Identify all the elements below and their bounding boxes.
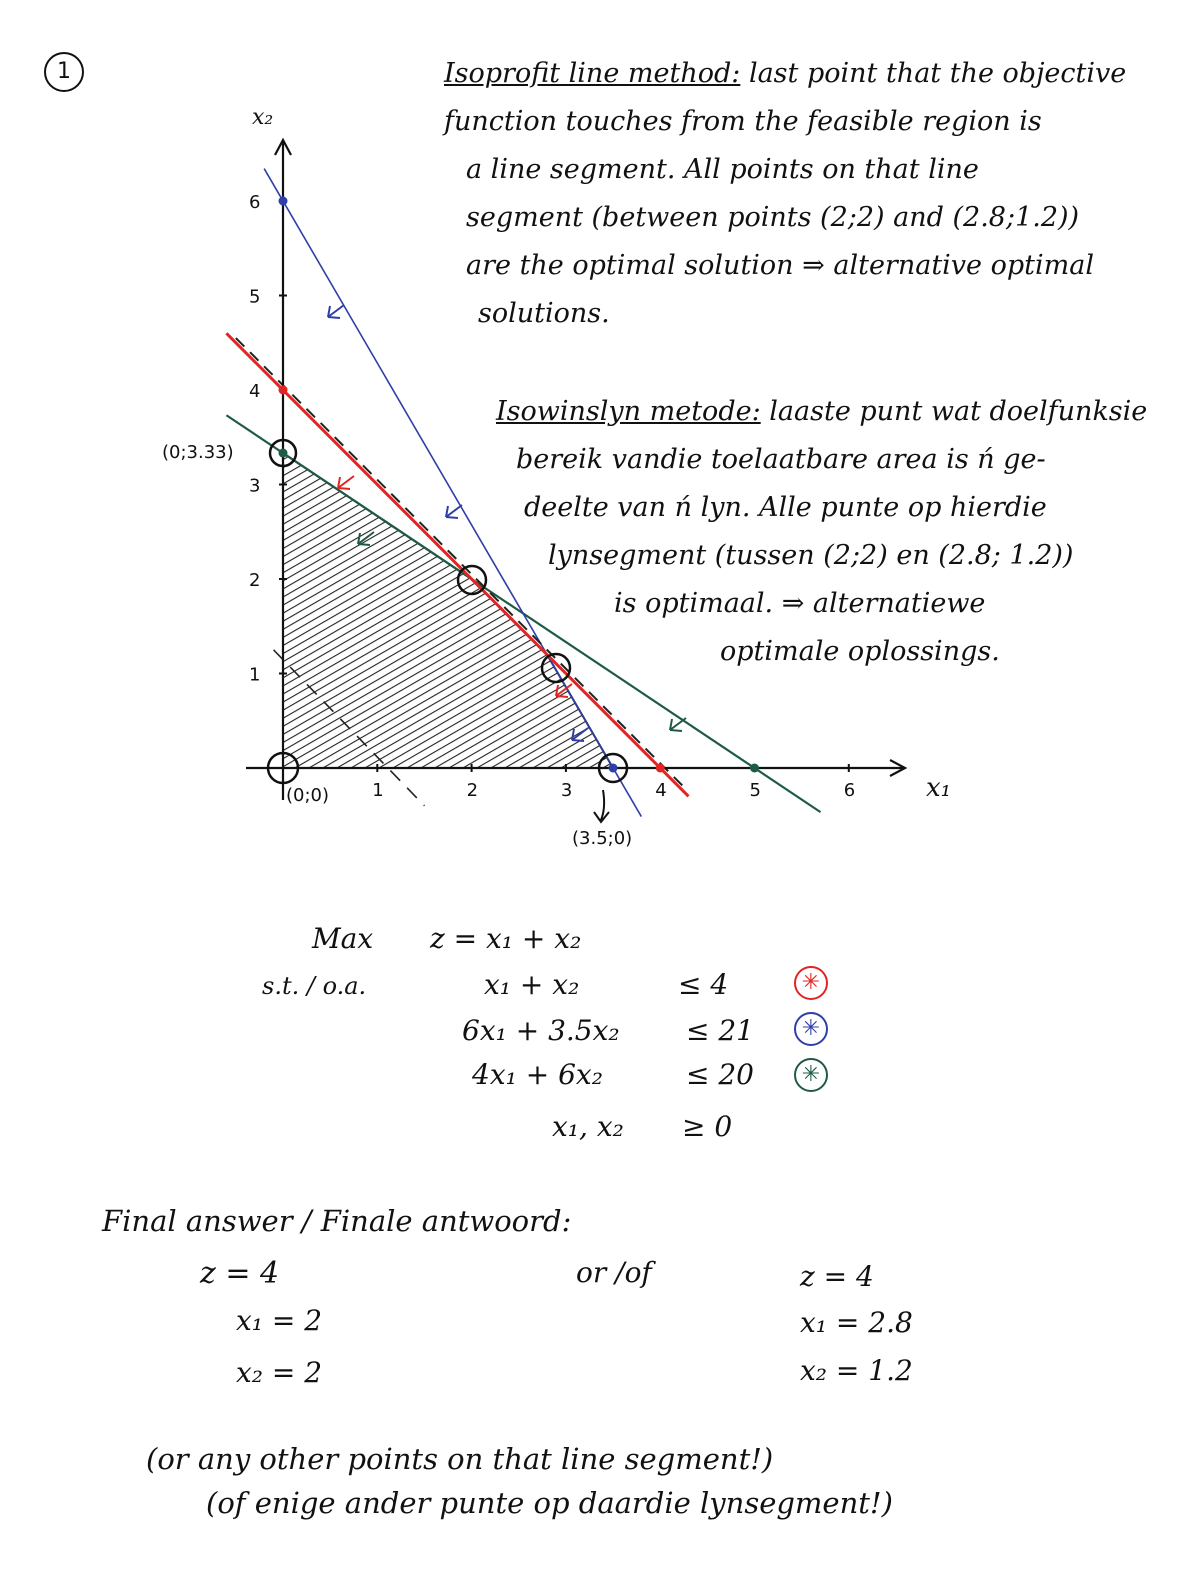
- x-tick-label: 5: [749, 780, 761, 801]
- constraint-3-marker-icon: ✳: [794, 1058, 828, 1092]
- answer-footer-afrikaans: (of enige ander punte op daardie lynsegment!): [206, 1486, 893, 1520]
- problem-number: 1: [57, 59, 71, 84]
- english-note-heading: Isoprofit line method:: [444, 58, 741, 89]
- x-tick-label: 3: [560, 780, 573, 801]
- constraint-2-rhs: ≤ 21: [686, 1014, 754, 1047]
- direction-arrow: [446, 505, 462, 518]
- answer-heading: Final answer / Finale antwoord:: [102, 1204, 572, 1238]
- constraint-2-marker: [794, 1012, 828, 1046]
- afrikaans-note-line-6: optimale oplossings.: [720, 636, 1000, 667]
- label-origin: (0;0): [286, 785, 330, 806]
- nonneg-rhs: ≥ 0: [682, 1110, 733, 1143]
- english-note-line-1: [444, 50, 1126, 98]
- intercept-dot: [279, 386, 288, 395]
- constraint-2-marker-icon: ✳: [794, 1012, 828, 1046]
- intercept-dot: [750, 764, 759, 773]
- label-y-intercept: (0;3.33): [162, 442, 234, 463]
- objective-label: Max: [312, 922, 374, 955]
- constraint-3-lhs: 4x₁ + 6x₂: [472, 1058, 603, 1091]
- pointer-arrow: [594, 790, 609, 822]
- answer-right-z: z = 4: [800, 1260, 874, 1293]
- english-note-line-4: segment (between points (2;2) and (2.8;1.2)): [466, 202, 1080, 233]
- nonneg-lhs: x₁, x₂: [552, 1110, 624, 1143]
- subject-to-label: s.t. / o.a.: [262, 972, 367, 1000]
- answer-footer-english: (or any other points on that line segment!): [146, 1442, 774, 1476]
- y-tick-labels: [249, 192, 287, 686]
- y-tick-label: 1: [249, 664, 261, 686]
- y-tick-label: 3: [249, 475, 261, 497]
- y-tick-label: 6: [249, 192, 261, 213]
- constraint-1-rhs: ≤ 4: [678, 968, 729, 1001]
- constraint-2-lhs: 6x₁ + 3.5x₂: [462, 1014, 620, 1047]
- english-note-line-1-text: last point that the objective: [748, 58, 1127, 89]
- direction-arrow: [670, 718, 686, 731]
- constraint-1-marker: [794, 966, 828, 1000]
- afrikaans-note-heading: Isowinslyn metode:: [496, 396, 761, 427]
- constraint-3-marker: [794, 1058, 828, 1092]
- english-note: [444, 50, 1126, 338]
- answer-separator: or /of: [576, 1256, 652, 1289]
- afrikaans-note: [496, 388, 1147, 676]
- x-tick-label: 4: [655, 780, 667, 801]
- x-tick-label: 6: [843, 780, 856, 801]
- x-axis-label: x₁: [926, 773, 952, 803]
- afrikaans-note-line-1: [496, 388, 1147, 436]
- intercept-dot: [279, 449, 288, 458]
- objective-function: z = x₁ + x₂: [430, 922, 582, 955]
- answer-left-x2: x₂ = 2: [236, 1356, 323, 1389]
- answer-right-x2: x₂ = 1.2: [800, 1354, 913, 1387]
- answer-right-x1: x₁ = 2.8: [800, 1306, 913, 1339]
- label-x-intercept: (3.5;0): [572, 828, 633, 849]
- y-axis-label: x₂: [252, 105, 274, 130]
- constraint-3-rhs: ≤ 20: [686, 1058, 754, 1091]
- x-tick-label: 2: [466, 780, 479, 801]
- intercept-dot: [609, 764, 618, 773]
- constraint-1-marker-icon: ✳: [794, 966, 828, 1000]
- afrikaans-note-line-3: deelte van ń lyn. Alle punte op hierdie: [524, 492, 1047, 523]
- y-tick-label: 4: [249, 381, 261, 402]
- intercept-dot: [656, 764, 665, 773]
- y-tick-label: 5: [249, 286, 261, 308]
- x-tick-label: 1: [372, 780, 384, 801]
- afrikaans-note-line-4: lynsegment (tussen (2;2) en (2.8; 1.2)): [548, 540, 1074, 571]
- constraint-1-lhs: x₁ + x₂: [484, 968, 580, 1001]
- afrikaans-note-line-1-text: laaste punt wat doelfunksie: [769, 396, 1148, 427]
- answer-left-x1: x₁ = 2: [236, 1304, 323, 1337]
- english-note-line-3: a line segment. All points on that line: [466, 154, 979, 185]
- english-note-line-6: solutions.: [478, 298, 610, 329]
- direction-arrow: [338, 476, 354, 489]
- answer-left-z: z = 4: [200, 1256, 280, 1291]
- afrikaans-note-line-2: bereik vandie toelaatbare area is ń ge-: [516, 444, 1046, 475]
- english-note-line-5: are the optimal solution ⇒ alternative optimal: [466, 250, 1094, 281]
- english-note-line-2: function touches from the feasible region is: [444, 106, 1042, 137]
- afrikaans-note-line-5: is optimaal. ⇒ alternatiewe: [614, 588, 986, 619]
- direction-arrow: [328, 305, 344, 318]
- intercept-dot: [279, 197, 288, 206]
- y-tick-label: 2: [249, 570, 261, 591]
